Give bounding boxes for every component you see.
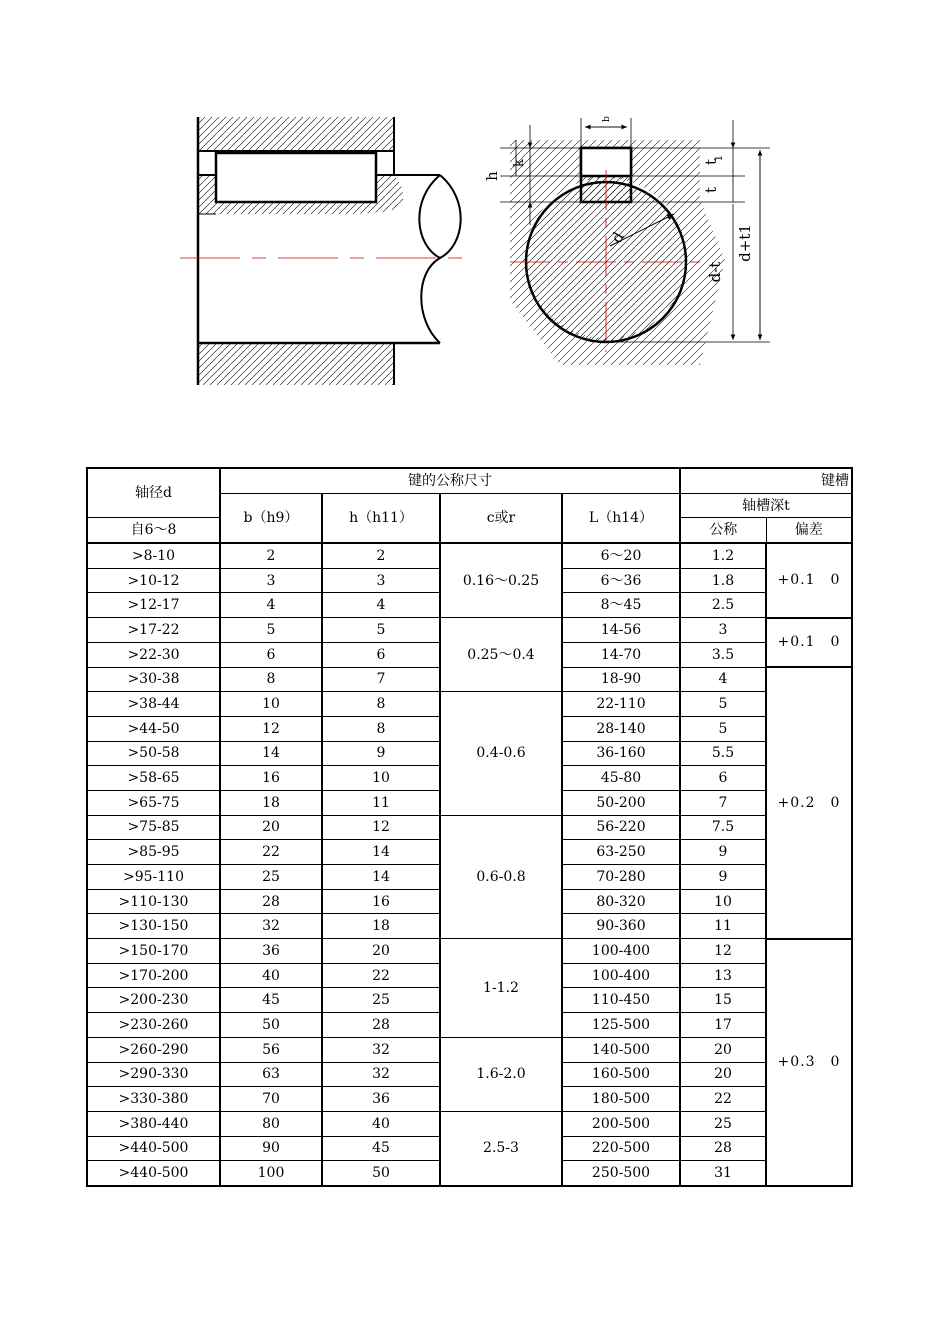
cell-h: 40: [322, 1111, 440, 1136]
cell-t-nominal: 13: [680, 963, 766, 988]
cell-L: 200-500: [562, 1111, 680, 1136]
cell-t-nominal: 10: [680, 889, 766, 914]
cell-t-nominal: 28: [680, 1136, 766, 1161]
cell-h: 32: [322, 1037, 440, 1062]
cell-h: 2: [322, 543, 440, 568]
cell-h: 11: [322, 790, 440, 815]
header-shaft-dia: 轴径d: [87, 468, 220, 518]
cell-c-or-r: 1.6-2.0: [440, 1037, 562, 1111]
cell-L: 56-220: [562, 815, 680, 840]
table-row: [87, 692, 852, 717]
cell-h: 18: [322, 914, 440, 939]
cell-t-nominal: 2.5: [680, 593, 766, 618]
cell-shaft-dia: >290-330: [87, 1062, 220, 1087]
cell-h: 10: [322, 766, 440, 791]
cell-t-nominal: 12: [680, 939, 766, 964]
cell-shaft-dia: >440-500: [87, 1161, 220, 1186]
cell-t-nominal: 17: [680, 1013, 766, 1038]
cell-t-nominal: 5: [680, 692, 766, 717]
label-d-plus-t1: d+t1: [736, 224, 754, 262]
keyway-drawing: [170, 105, 790, 395]
cell-t-nominal: 22: [680, 1087, 766, 1112]
cell-t-nominal: 11: [680, 914, 766, 939]
cell-deviation: +0.1 0: [766, 543, 852, 618]
cell-t-nominal: 31: [680, 1161, 766, 1186]
cell-b: 45: [220, 988, 322, 1013]
cell-t-nominal: 7: [680, 790, 766, 815]
header-keyway: 键槽: [680, 468, 852, 493]
header-L: L（h14）: [562, 493, 680, 543]
header-c-or-r: c或r: [440, 493, 562, 543]
cell-b: 20: [220, 815, 322, 840]
header-deviation: 偏差: [766, 518, 852, 543]
cell-t-nominal: 3: [680, 618, 766, 643]
cell-b: 12: [220, 716, 322, 741]
label-d: d: [607, 228, 628, 247]
key-rect: [216, 153, 376, 202]
cell-shaft-dia: >85-95: [87, 840, 220, 865]
cell-t-nominal: 1.8: [680, 568, 766, 593]
cell-t-nominal: 20: [680, 1037, 766, 1062]
cell-shaft-dia: >12-17: [87, 593, 220, 618]
cell-L: 28-140: [562, 716, 680, 741]
cell-L: 220-500: [562, 1136, 680, 1161]
cell-b: 28: [220, 889, 322, 914]
cell-b: 14: [220, 741, 322, 766]
cell-c-or-r: 0.25～0.4: [440, 618, 562, 692]
cell-b: 22: [220, 840, 322, 865]
cell-h: 7: [322, 667, 440, 692]
cell-b: 4: [220, 593, 322, 618]
table-row: [87, 618, 852, 643]
cell-h: 4: [322, 593, 440, 618]
cell-L: 80-320: [562, 889, 680, 914]
cell-c-or-r: 0.16～0.25: [440, 543, 562, 618]
cell-c-or-r: 1-1.2: [440, 939, 562, 1038]
cell-shaft-dia: >230-260: [87, 1013, 220, 1038]
table-row: [87, 939, 852, 964]
cell-L: 90-360: [562, 914, 680, 939]
label-h: h: [483, 171, 501, 181]
cell-t-nominal: 7.5: [680, 815, 766, 840]
cell-h: 8: [322, 716, 440, 741]
cell-shaft-dia: >75-85: [87, 815, 220, 840]
cell-shaft-dia: >8-10: [87, 543, 220, 568]
cell-h: 25: [322, 988, 440, 1013]
cell-t-nominal: 15: [680, 988, 766, 1013]
cell-L: 45-80: [562, 766, 680, 791]
cell-L: 8～45: [562, 593, 680, 618]
cell-shaft-dia: >380-440: [87, 1111, 220, 1136]
cell-deviation: +0.2 0: [766, 667, 852, 939]
cell-shaft-dia: >200-230: [87, 988, 220, 1013]
cell-t-nominal: 6: [680, 766, 766, 791]
cell-L: 160-500: [562, 1062, 680, 1087]
cell-L: 100-400: [562, 939, 680, 964]
header-b: b（h9）: [220, 493, 322, 543]
cell-L: 125-500: [562, 1013, 680, 1038]
cell-h: 5: [322, 618, 440, 643]
table-row: [87, 1037, 852, 1062]
cell-b: 100: [220, 1161, 322, 1186]
cell-shaft-dia: >38-44: [87, 692, 220, 717]
cell-c-or-r: 0.6-0.8: [440, 815, 562, 938]
cell-L: 70-280: [562, 865, 680, 890]
cell-h: 3: [322, 568, 440, 593]
cell-b: 6: [220, 642, 322, 667]
cell-L: 14-70: [562, 642, 680, 667]
cell-b: 3: [220, 568, 322, 593]
cell-b: 63: [220, 1062, 322, 1087]
cell-b: 10: [220, 692, 322, 717]
cell-t-nominal: 9: [680, 865, 766, 890]
cell-b: 8: [220, 667, 322, 692]
side-view: [180, 117, 470, 385]
label-k: k: [512, 159, 527, 167]
cell-t-nominal: 5: [680, 716, 766, 741]
cell-shaft-dia: >440-500: [87, 1136, 220, 1161]
section-view: [483, 116, 770, 365]
header-key-nominal: 键的公称尺寸: [220, 468, 680, 493]
cell-shaft-dia: >58-65: [87, 766, 220, 791]
cell-shaft-dia: >44-50: [87, 716, 220, 741]
cell-L: 110-450: [562, 988, 680, 1013]
cell-b: 32: [220, 914, 322, 939]
cell-L: 180-500: [562, 1087, 680, 1112]
label-t: t: [702, 186, 720, 194]
cell-L: 36-160: [562, 741, 680, 766]
cell-h: 22: [322, 963, 440, 988]
cell-t-nominal: 25: [680, 1111, 766, 1136]
cell-h: 14: [322, 840, 440, 865]
cell-b: 56: [220, 1037, 322, 1062]
cell-b: 40: [220, 963, 322, 988]
cell-shaft-dia: >150-170: [87, 939, 220, 964]
cell-h: 45: [322, 1136, 440, 1161]
header-nominal: 公称: [680, 518, 766, 543]
cell-h: 50: [322, 1161, 440, 1186]
cell-shaft-dia: >170-200: [87, 963, 220, 988]
cell-L: 63-250: [562, 840, 680, 865]
cell-b: 70: [220, 1087, 322, 1112]
label-t1-sub: 1: [714, 154, 725, 162]
cell-c-or-r: 0.4-0.6: [440, 692, 562, 815]
label-b: b: [602, 116, 612, 122]
cell-L: 50-200: [562, 790, 680, 815]
cell-h: 28: [322, 1013, 440, 1038]
cell-L: 6～36: [562, 568, 680, 593]
cell-t-nominal: 4: [680, 667, 766, 692]
cell-h: 6: [322, 642, 440, 667]
cell-b: 80: [220, 1111, 322, 1136]
cell-L: 140-500: [562, 1037, 680, 1062]
cell-b: 25: [220, 865, 322, 890]
cell-t-nominal: 9: [680, 840, 766, 865]
cell-shaft-dia: >110-130: [87, 889, 220, 914]
table-row: [87, 1111, 852, 1136]
cell-h: 36: [322, 1087, 440, 1112]
cell-L: 22-110: [562, 692, 680, 717]
label-t1: t: [702, 158, 720, 166]
cell-h: 16: [322, 889, 440, 914]
cell-t-nominal: 1.2: [680, 543, 766, 568]
cell-shaft-dia: >65-75: [87, 790, 220, 815]
cell-shaft-dia: >17-22: [87, 618, 220, 643]
cell-shaft-dia: >10-12: [87, 568, 220, 593]
cell-shaft-dia: >95-110: [87, 865, 220, 890]
cell-h: 20: [322, 939, 440, 964]
cell-L: 100-400: [562, 963, 680, 988]
table-row: [87, 815, 852, 840]
header-h: h（h11）: [322, 493, 440, 543]
cell-L: 14-56: [562, 618, 680, 643]
cell-b: 18: [220, 790, 322, 815]
cell-shaft-dia: >30-38: [87, 667, 220, 692]
cell-t-nominal: 20: [680, 1062, 766, 1087]
cell-shaft-dia: >50-58: [87, 741, 220, 766]
cell-deviation: +0.1 0: [766, 618, 852, 667]
cell-b: 16: [220, 766, 322, 791]
cell-shaft-dia: >330-380: [87, 1087, 220, 1112]
cell-h: 14: [322, 865, 440, 890]
hub-top-hatch: [198, 117, 394, 151]
header-first-range: 自6～8: [87, 518, 220, 543]
cell-t-nominal: 5.5: [680, 741, 766, 766]
label-d-minus-t: d-t: [706, 261, 724, 283]
cell-shaft-dia: >22-30: [87, 642, 220, 667]
cell-b: 36: [220, 939, 322, 964]
cell-shaft-dia: >260-290: [87, 1037, 220, 1062]
cell-b: 50: [220, 1013, 322, 1038]
cell-h: 8: [322, 692, 440, 717]
cell-L: 6～20: [562, 543, 680, 568]
cell-h: 32: [322, 1062, 440, 1087]
cell-h: 9: [322, 741, 440, 766]
cell-c-or-r: 2.5-3: [440, 1111, 562, 1186]
table-row: [87, 543, 852, 568]
cell-b: 2: [220, 543, 322, 568]
hub-bottom-hatch: [198, 343, 394, 385]
keyway-dimension-table: [86, 467, 853, 1187]
cell-L: 250-500: [562, 1161, 680, 1186]
cell-L: 18-90: [562, 667, 680, 692]
cell-t-nominal: 3.5: [680, 642, 766, 667]
cell-b: 90: [220, 1136, 322, 1161]
cell-b: 5: [220, 618, 322, 643]
header-shaft-depth: 轴槽深t: [680, 493, 852, 518]
cell-deviation: +0.3 0: [766, 939, 852, 1186]
cell-h: 12: [322, 815, 440, 840]
cell-shaft-dia: >130-150: [87, 914, 220, 939]
